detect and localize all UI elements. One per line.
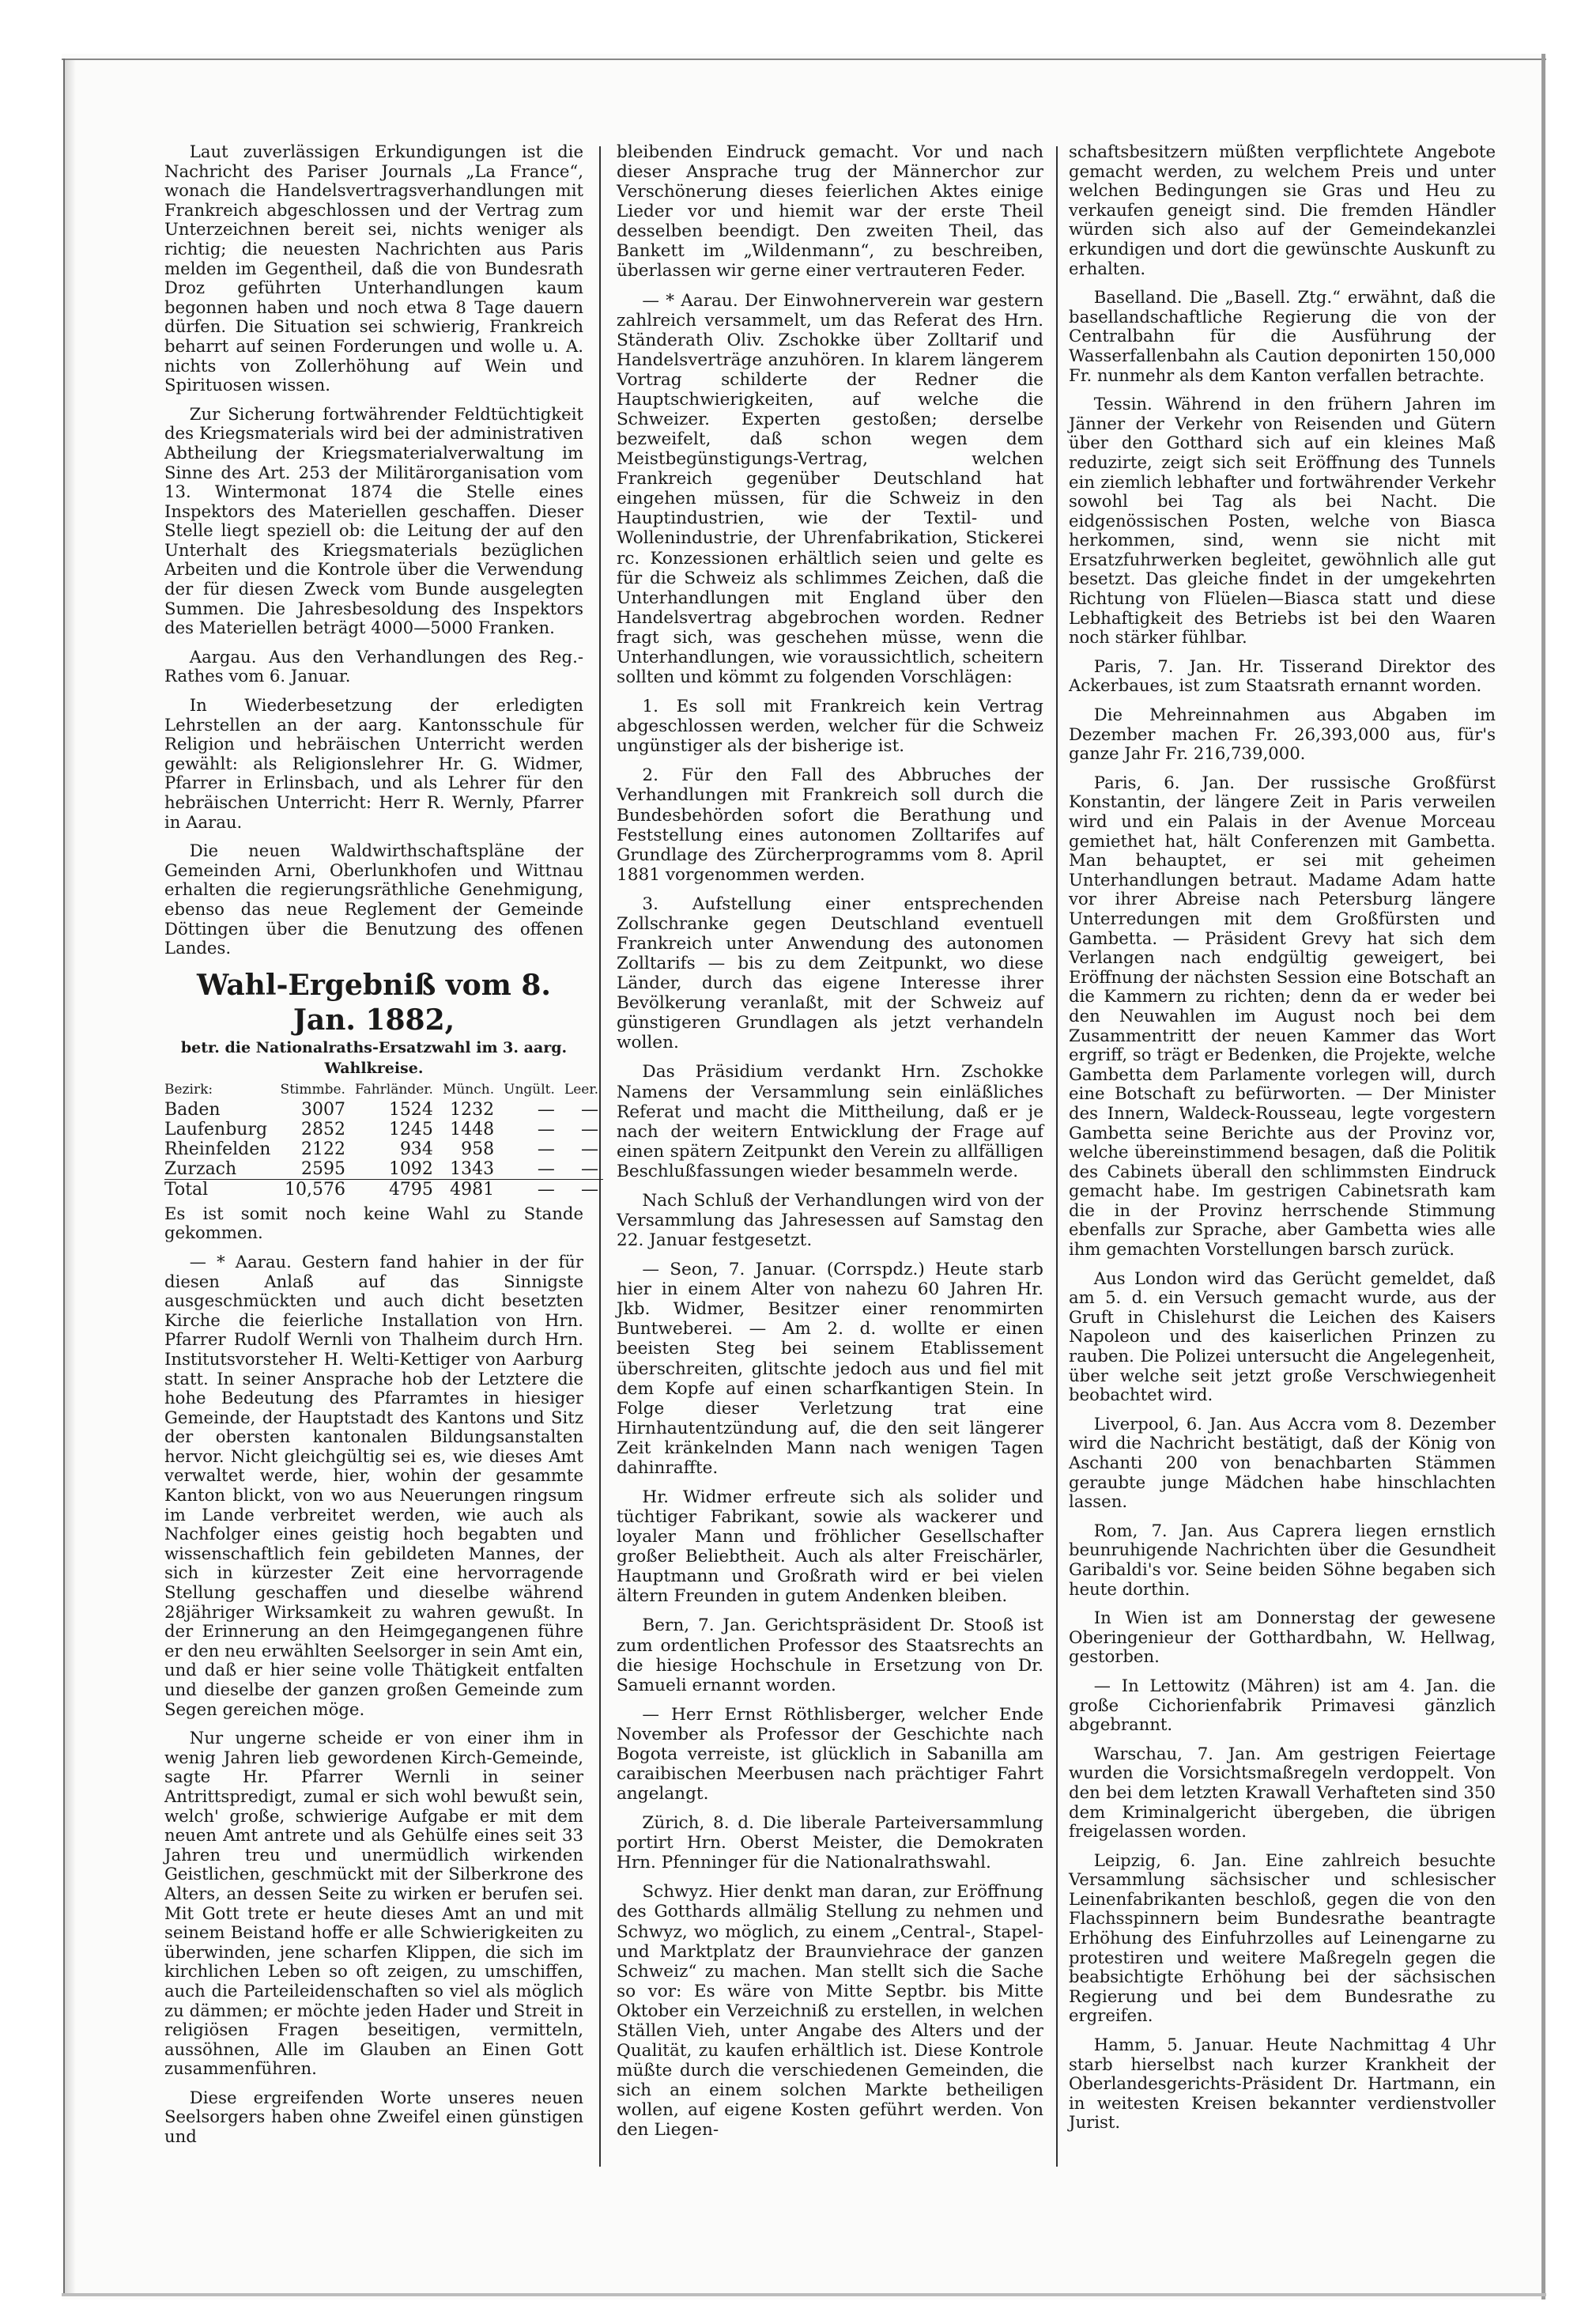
table-cell: 3007 xyxy=(300,1099,345,1120)
election-results xyxy=(164,968,598,1200)
article-paragraph: schaftsbesitzern müßten verpflichtete Angebote gemacht werden, zu welchem Preis und unter welchen Bedingungen sie Gras und Heu zu verkaufen geneigt sind. Die fremden Händler würden sich also auf der Gemeindekanzlei erkundigen und dort die gewünschte Auskunft zu erhalten. xyxy=(1069,142,1496,278)
table-cell: 958 xyxy=(461,1139,495,1159)
table-header-cell: Ungült. xyxy=(504,1081,555,1098)
table-header-cell: Bezirk: xyxy=(164,1081,213,1098)
column-1 xyxy=(164,142,598,2156)
table-row xyxy=(164,1139,603,1159)
table-header-cell: Leer. xyxy=(564,1081,598,1098)
table-cell: 1092 xyxy=(388,1158,433,1179)
article-paragraph: — Seon, 7. Januar. (Corrspdz.) Heute starb hier in einem Alter von nahezu 60 Jahren Hr. Jkb. Widmer, Besitzer einer renommirten Buntweberei. — Am 2. d. wollte er einen beeisten Steg bei seinem Etablissement überschreiten, glitschte jedoch aus und fiel mit dem Kopfe auf einen scharfkantigen Stein. In Folge dieser Verletzung trat eine Hirnhautentzündung auf, die den seit längerer Zeit kränkelnden Mann nach wenigen Tagen dahinraffte. xyxy=(617,1260,1043,1478)
table-row xyxy=(164,1100,603,1120)
column-2 xyxy=(617,142,1043,2149)
table-header-cell: Stimmbe. xyxy=(280,1081,345,1098)
table-cell: 1524 xyxy=(388,1099,433,1120)
page-right-border xyxy=(1541,54,1545,2299)
table-cell: 934 xyxy=(399,1139,433,1159)
election-results-table xyxy=(164,1080,603,1200)
article-paragraph: Nur ungerne scheide er von einer ihm in wenig Jahren lieb gewordenen Kirch-Gemeinde, sagte Hr. Pfarrer Wernli in seiner Antrittspredigt, zumal er sich wohl bewußt sein, welch' große, schwierige Aufgabe er mit dem neuen Amt antrete und als Gehülfe eines seit 33 Jahren treu und unermüdlich wirkenden Geistlichen, geschmückt mit der Silberkrone des Alters, an dessen Seite zu wirken er berufen sei. Mit Gott trete er heute dieses Amt an und mit seinem Beistand hoffe er alle Schwierigkeiten zu überwinden, jene scharfen Klippen, die sich im kirchlichen Leben so oft zeigen, zu umschiffen, auch die Parteileidenschaften so viel als möglich zu dämmen; er möchte jeden Hader und Streit in religiösen Fragen beseitigen, vermitteln, aussöhnen, Alle im Glauben an Einen Gott zusammenführen. xyxy=(164,1728,583,2079)
table-total-cell: Total xyxy=(164,1179,275,1200)
table-cell: — xyxy=(580,1139,598,1159)
article-paragraph: bleibenden Eindruck gemacht. Vor und nach dieser Ansprache trug der Männerchor zur Verschönerung dieses feierlichen Aktes einige Lieder vor und hiemit war der erste Theil desselben beendigt. Den zweiten Theil, das Bankett im „Wildenmann“, zu beschreiben, überlassen wir gerne einer vertrauteren Feder. xyxy=(617,142,1043,282)
table-cell: — xyxy=(537,1099,555,1120)
table-header-cell: Fahrländer. xyxy=(354,1081,433,1098)
table-total-cell: 10,576 xyxy=(275,1179,350,1200)
table-total-cell: — xyxy=(560,1179,603,1200)
table-total-cell: — xyxy=(499,1179,560,1200)
table-cell: 1232 xyxy=(450,1099,495,1120)
table-header-row xyxy=(164,1080,603,1100)
article-paragraph: 3. Aufstellung einer entsprechenden Zollschranke gegen Deutschland eventuell Frankreich unter Anwendung des autonomen Zolltarifs — bis zu dem Zeitpunkt, wo diese Länder, durch das eigene Interesse ihrer Bevölkerung veranlaßt, mit der Schweiz auf günstigeren Grundlagen als jetzt verhandeln wollen. xyxy=(617,894,1043,1053)
table-cell: — xyxy=(537,1139,555,1159)
article-paragraph: Diese ergreifenden Worte unseres neuen Seelsorgers haben ohne Zweifel einen günstigen und xyxy=(164,2087,583,2147)
article-paragraph: Paris, 6. Jan. Der russische Großfürst Konstantin, der längere Zeit in Paris verweilen wird und ein Palais in der Avenue Morceau gemiethet hat, hält Conferenzen mit Gambetta. Man behauptet, er sei mit geheimen Unterhandlungen betraut. Madame Adam hatte vor ihrer Abreise nach Petersburg längere Unterredungen mit dem Großfürsten und Gambetta. — Präsident Grevy hat sich dem Verlangen nach endgültig geweigert, bei Eröffnung der nächsten Session eine Botschaft an die Kammern zu richten; denn da er weder bei den Neuwahlen im August noch bei dem Zusammentritt der neuen Kammer das Wort ergriff, so trägt er Bedenken, die Projekte, welche Gambetta dem Parlamente vorlegen will, durch eine Botschaft zu befürworten. — Der Minister des Innern, Waldeck-Rousseau, legte vorgestern Gambetta seine Berichte aus der Provinz vor, welche übereinstimmend besagen, daß die Politik des Cabinets überall den schlimmsten Eindruck gemacht habe. Im gestrigen Cabinetsrath kam die in der Provinz herrschende Stimmung ebenfalls zur Sprache, aber Gambetta wies alle ihm gemachten Vorstellungen barsch zurück. xyxy=(1069,772,1496,1260)
page-bottom-border xyxy=(62,2293,1546,2296)
page-top-border xyxy=(62,59,1546,60)
column-3 xyxy=(1069,142,1496,2142)
article-paragraph: Liverpool, 6. Jan. Aus Accra vom 8. Dezember wird die Nachricht bestätigt, daß der König von Aschanti 200 von benachbarten Stämmen geraubte junge Mädchen habe hinschlachten lassen. xyxy=(1069,1413,1496,1512)
article-paragraph: Laut zuverlässigen Erkundigungen ist die Nachricht des Pariser Journals „La France“, wonach die Handelsvertragsverhandlungen mit Frankreich abgeschlossen und der Vertrag zum Unterzeichnen bereit sei, nichts weniger als richtig; die neuesten Nachrichten aus Paris melden im Gegentheil, daß die von Bundesrath Droz geführten Unterhandlungen kaum begonnen haben und noch etwa 8 Tage dauern dürfen. Die Situation sei schwierig, Frankreich beharrt auf seinen Forderungen und wolle u. A. nichts von Zollerhöhung auf Wein und Spirituosen wissen. xyxy=(164,142,583,395)
article-paragraph: Warschau, 7. Jan. Am gestrigen Feiertage wurden die Vorsichtsmaßregeln verdoppelt. Von den bei dem letzten Krawall Verhafteten sind 350 dem Kriminalgericht übergeben, die übrigen freigelassen worden. xyxy=(1069,1743,1496,1842)
table-row xyxy=(164,1159,603,1180)
article-paragraph: Hamm, 5. Januar. Heute Nachmittag 4 Uhr starb hierselbst nach kurzer Krankheit der Oberlandesgerichts-Präsident Dr. Hartmann, ein in weitesten Kreisen bekannter verdienstvoller Jurist. xyxy=(1069,2035,1496,2133)
article-paragraph: Das Präsidium verdankt Hrn. Zschokke Namens der Versammlung sein einläßliches Referat und macht die Mittheilung, daß er je nach der weitern Entwicklung der Frage auf einen spätern Zeitpunkt den Verein zu allfälligen Beschlußfassungen wieder besammeln werde. xyxy=(617,1062,1043,1181)
table-row xyxy=(164,1120,603,1139)
table-total-cell: 4981 xyxy=(438,1179,499,1200)
table-cell: 2852 xyxy=(300,1119,345,1139)
table-cell: 2595 xyxy=(300,1158,345,1179)
table-cell: Baden xyxy=(164,1099,221,1120)
table-cell: — xyxy=(580,1158,598,1179)
article-paragraph: Die Mehreinnahmen aus Abgaben im Dezember machen Fr. 26,393,000 aus, für's ganze Jahr Fr. 216,739,000. xyxy=(1069,705,1496,764)
table-header-cell: Münch. xyxy=(442,1081,495,1098)
table-cell: — xyxy=(537,1158,555,1179)
article-paragraph: Es ist somit noch keine Wahl zu Stande gekommen. xyxy=(164,1203,583,1243)
article-paragraph: Schwyz. Hier denkt man daran, zur Eröffnung des Gotthards allmälig Stellung zu nehmen und Schwyz, wo möglich, zu einem „Central-, Stapel- und Marktplatz der Braunviehrace der ganzen Schweiz“ zu machen. Man stellt sich die Sache so vor: Es wäre von Mitte Septbr. bis Mitte Oktober ein Verzeichniß zu erstellen, in welchen Ställen Vieh, unter Angabe des Alters und der Qualität, zu kaufen erhältlich ist. Diese Kontrole müßte durch die verschiedenen Gemeinden, die sich an einem solchen Markte betheiligen wollen, auf eigene Kosten geführt werden. Von den Liegen- xyxy=(617,1882,1043,2141)
article-paragraph: Aus London wird das Gerücht gemeldet, daß am 5. d. ein Versuch gemacht wurde, aus der Gruft in Chislehurst die Leichen des Kaisers Napoleon und des kaiserlichen Prinzen zu rauben. Die Polizei untersucht die Angelegenheit, über welche seit jetzt große Verschwiegenheit beobachtet wird. xyxy=(1069,1268,1496,1405)
table-cell: — xyxy=(537,1119,555,1139)
article-paragraph: — In Lettowitz (Mähren) ist am 4. Jan. die große Cichorienfabrik Primavesi gänzlich abgebrannt. xyxy=(1069,1675,1496,1735)
election-results-subtitle: betr. die Nationalraths-Ersatzwahl im 3. aarg. Wahlkreise. xyxy=(180,1038,568,1077)
article-paragraph: Hr. Widmer erfreute sich als solider und tüchtiger Fabrikant, sowie als wackerer und loyaler Mann und fröhlicher Gesellschafter großer Beliebtheit. Auch als alter Freischärler, Hauptmann und Großrath wird er bei vielen ältern Freunden in gutem Andenken bleiben. xyxy=(617,1487,1043,1607)
article-paragraph: Zur Sicherung fortwährender Feldtüchtigkeit des Kriegsmaterials wird bei der administrativen Abtheilung der Kriegsmaterialverwaltung im Sinne des Art. 253 der Militärorganisation vom 13. Wintermonat 1874 die Stelle eines Inspektors des Materiellen geschaffen. Dieser Stelle liegt speziell ob: die Leitung der auf den Unterhalt des Kriegsmaterials bezüglichen Arbeiten und die Kontrole über die Verwendung der für diesen Zweck vom Bunde ausgelegten Summen. Die Jahresbesoldung des Inspektors des Materiellen beträgt 4000—5000 Franken. xyxy=(164,403,583,638)
article-paragraph: — * Aarau. Der Einwohnerverein war gestern zahlreich versammelt, um das Referat des Hrn. Ständerath Oliv. Zschokke über Zolltarif und Handelsverträge anzuhören. In klarem längerem Vortrag schilderte der Redner die Hauptschwierigkeiten, auf welche die Schweizer. Experten gestoßen; derselbe bezweifelt, daß schon wegen dem Meistbegünstigungs-Vertrag, welchen Frankreich gegenüber Deutschland hat eingehen müssen, für die Schweiz in den Hauptindustrien, wie der Textil- und Wollenindustrie, der Uhrenfabrikation, Stickerei rc. Konzessionen erhältlich seien und gelte es für die Schweiz als schlimmes Zeichen, daß die Unterhandlungen mit England über den Handelsvertrag abgebrochen worden. Redner fragt sich, was geschehen müsse, wenn die Unterhandlungen, wie voraussichtlich, scheitern sollten und kömmt zu folgenden Vorschlägen: xyxy=(617,290,1043,688)
column-rule-2 xyxy=(1056,146,1058,2167)
article-paragraph: Aargau. Aus den Verhandlungen des Reg.-Rathes vom 6. Januar. xyxy=(164,646,583,686)
article-paragraph: In Wiederbesetzung der erledigten Lehrstellen an der aarg. Kantonsschule für Religion und hebräischen Unterricht werden gewählt: als Religionslehrer Hr. G. Widmer, Pfarrer in Erlinsbach, und als Lehrer für den hebräischen Unterricht: Herr R. Wernly, Pfarrer in Aarau. xyxy=(164,695,583,832)
article-paragraph: Paris, 7. Jan. Hr. Tisserand Direktor des Ackerbaues, ist zum Staatsrath ernannt worden. xyxy=(1069,656,1496,696)
election-results-title: Wahl-Ergebniß vom 8. Jan. 1882, xyxy=(197,968,551,1037)
page-left-border xyxy=(63,59,65,2296)
article-paragraph: In Wien ist am Donnerstag der gewesene Oberingenieur der Gotthardbahn, W. Hellwag, gestorben. xyxy=(1069,1608,1496,1667)
article-paragraph: 1. Es soll mit Frankreich kein Vertrag abgeschlossen werden, welcher für die Schweiz ungünstiger als der bisherige ist. xyxy=(617,697,1043,757)
article-paragraph: Baselland. Die „Basell. Ztg.“ erwähnt, daß die basellandschaftliche Regierung die von der Centralbahn für die Ausführung der Wasserfallenbahn als Caution deponirten 150,000 Fr. nunmehr als dem Kanton verfallen betrachte. xyxy=(1069,287,1496,385)
table-cell: — xyxy=(580,1119,598,1139)
article-paragraph: — * Aarau. Gestern fand hahier in der für diesen Anlaß auf das Sinnigste ausgeschmückten und auch dicht besetzten Kirche die feierliche Installation von Hrn. Pfarrer Rudolf Wernli von Thalheim durch Hrn. Institutsvorsteher H. Welti-Kettiger von Aarburg statt. In seiner Ansprache hob der Letztere die hohe Bedeutung des Pfarramtes in hiesiger Gemeinde, der Hauptstadt des Kantons und Sitz der obersten kantonalen Bildungsanstalten hervor. Nicht gleichgültig sei es, wie dieses Amt verwaltet werde, hier, wohin der gesammte Kanton blickt, von wo aus Neuerungen ringsum im Lande verbreitet werden, wie auch als Nachfolger eines geistig hoch begabten und wissenschaftlich fein gebildeten Mannes, der sich in kürzester Zeit eine hervorragende Stellung geschaffen und dieselbe während 28jähriger Wirksamkeit zu wahren gewußt. In der Erinnerung an den Heimgegangenen führe er den neu erwählten Seelsorger in sein Amt ein, und daß er hier seine volle Thätigkeit entfalten und dieselbe der ganzen großen Gemeinde zum Segen gereichen möge. xyxy=(164,1251,583,1719)
article-paragraph: Zürich, 8. d. Die liberale Parteiversammlung portirt Hrn. Oberst Meister, die Demokraten Hrn. Pfenninger für die Nationalrathswahl. xyxy=(617,1813,1043,1873)
article-paragraph: 2. Für den Fall des Abbruches der Verhandlungen mit Frankreich soll durch die Bundesbehörden sofort die Berathung und Feststellung eines autonomen Zolltarifes auf Grundlage des Zürcherprogramms vom 8. April 1881 vorgenommen werden. xyxy=(617,765,1043,885)
table-cell: 1245 xyxy=(388,1119,433,1139)
table-cell: Laufenburg xyxy=(164,1119,268,1139)
table-total-cell: 4795 xyxy=(350,1179,438,1200)
table-cell: 1448 xyxy=(450,1119,495,1139)
article-paragraph: Die neuen Waldwirthschaftspläne der Gemeinden Arni, Oberlunkhofen und Wittnau erhalten die regierungsräthliche Genehmigung, ebenso das neue Reglement der Gemeinde Döttingen über die Benutzung des offenen Landes. xyxy=(164,841,583,958)
article-paragraph: Tessin. Während in den frühern Jahren im Jänner der Verkehr von Reisenden und Gütern über den Gotthard sich auf ein kleines Maß reduzirte, zeigt sich seit Eröffnung des Tunnels ein ziemlich lebhafter und fortwährender Verkehr sowohl bei Tag als bei Nacht. Die eidgenössischen Posten, welche von Biasca herkommen, sind, wenn sie nicht mit Ersatzfuhrwerken begleitet, gewöhnlich alle gut besetzt. Das gleiche findet in der umgekehrten Richtung von Flüelen—Biasca statt und diese Lebhaftigkeit des Betriebs ist bei den Waaren noch stärker fühlbar. xyxy=(1069,394,1496,648)
article-paragraph: Leipzig, 6. Jan. Eine zahlreich besuchte Versammlung sächsischer und schlesischer Leinenfabrikanten beschloß, gegen die von den Flachsspinnern beim Bundesrathe beantragte Erhöhung des Einfuhrzolles auf Leinengarne zu protestiren und weitere Maßregeln gegen die beabsichtigte Erhöhung bei der sächsischen Regierung und bei dem Bundesrathe zu ergreifen. xyxy=(1069,1850,1496,2026)
article-paragraph: — Herr Ernst Röthlisberger, welcher Ende November als Professor der Geschichte nach Bogota verreiste, ist glücklich in Sabanilla am caraibischen Meerbusen nach prächtiger Fahrt angelangt. xyxy=(617,1704,1043,1804)
table-cell: Zurzach xyxy=(164,1158,237,1179)
table-cell: 2122 xyxy=(300,1139,345,1159)
table-cell: Rheinfelden xyxy=(164,1139,271,1159)
table-cell: 1343 xyxy=(450,1158,495,1179)
page-edge-shadow xyxy=(65,59,76,2296)
table-total-row xyxy=(164,1179,603,1200)
article-paragraph: Rom, 7. Jan. Aus Caprera liegen ernstlich beunruhigende Nachrichten über die Gesundheit Garibaldi's vor. Seine beiden Söhne begaben sich heute dorthin. xyxy=(1069,1520,1496,1599)
article-paragraph: Nach Schluß der Verhandlungen wird von der Versammlung das Jahresessen auf Samstag den 22. Januar festgesetzt. xyxy=(617,1190,1043,1251)
table-cell: — xyxy=(580,1099,598,1120)
article-paragraph: Bern, 7. Jan. Gerichtspräsident Dr. Stooß ist zum ordentlichen Professor des Staatsrechts an die hiesige Hochschule in Ersetzung von Dr. Samueli ernannt worden. xyxy=(617,1615,1043,1695)
